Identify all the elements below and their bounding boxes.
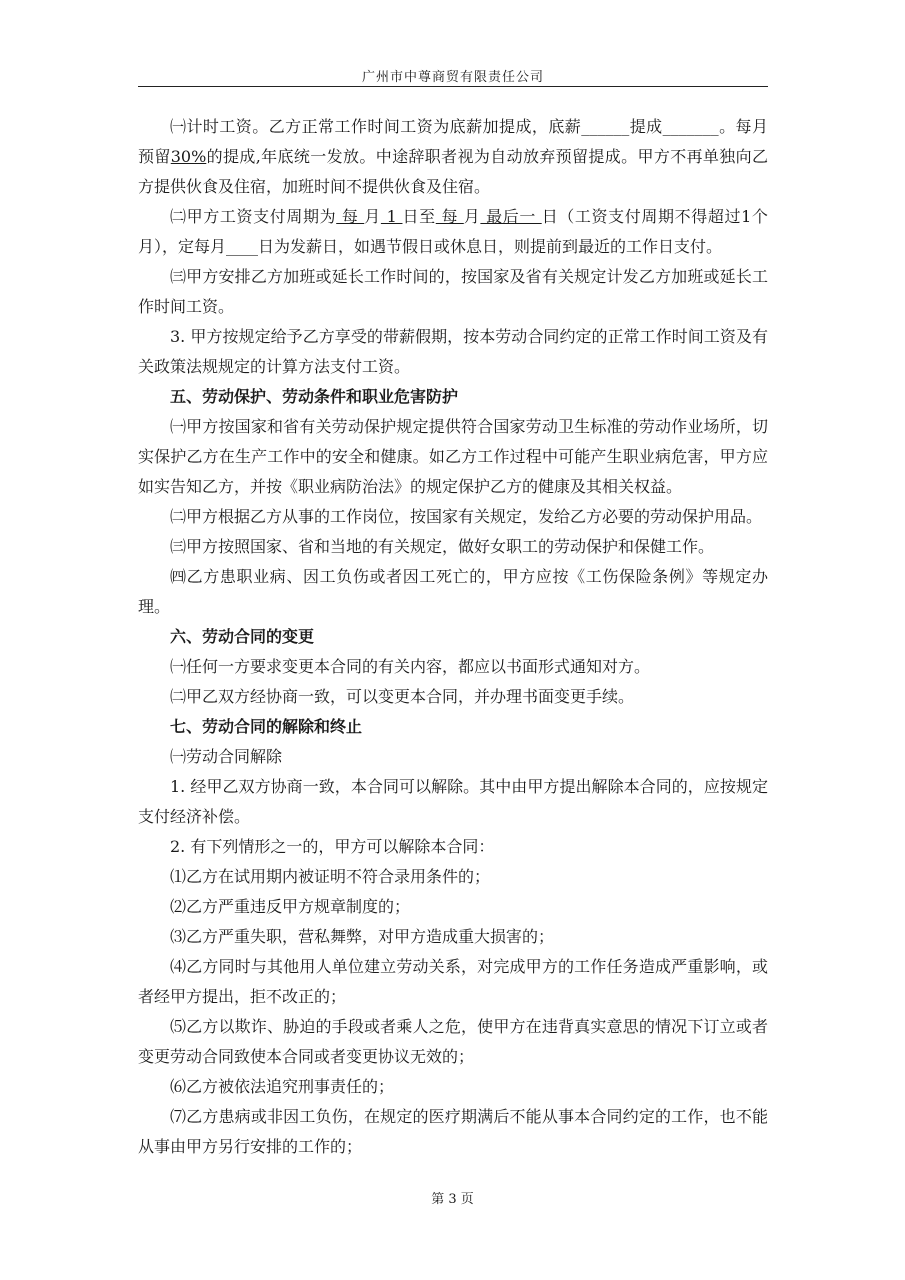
list-item: ⑵乙方严重违反甲方规章制度的； — [170, 897, 411, 916]
text: 的提成,年底统一发放。中途辞职者视为自动放弃预留提成。甲方不再单独向乙方提供伙食及住宿，加班时间不提供伙食及住宿。 — [138, 147, 768, 196]
field-cycle-end-day: 最后一 — [480, 207, 542, 226]
field-cycle-start-day: 1 — [380, 207, 403, 226]
text: 月 — [364, 207, 381, 226]
page-number: 第 3 页 — [431, 1192, 474, 1207]
list-item: ⑴乙方在试用期内被证明不符合录用条件的； — [170, 867, 491, 886]
text: 日为发薪日，如遇节假日或休息日，则提前到最近的工作日支付。 — [258, 237, 723, 256]
paragraph-6-1: ㈠任何一方要求变更本合同的有关内容，都应以书面形式通知对方。 — [170, 657, 651, 676]
paragraph-overtime: ㈢甲方安排乙方加班或延长工作时间的，按国家及省有关规定计发乙方加班或延长工作时间工资。 — [138, 267, 768, 316]
section-heading-7: 七、劳动合同的解除和终止 — [170, 717, 363, 736]
blank-commission: _______ — [662, 117, 719, 136]
paragraph-7-3: 2. 有下列情形之一的，甲方可以解除本合同： — [170, 837, 495, 856]
text: ㈡甲方工资支付周期为 — [170, 207, 337, 226]
paragraph-5-3: ㈢甲方按照国家、省和当地的有关规定，做好女职工的劳动保护和保健工作。 — [170, 537, 715, 556]
paragraph-paid-leave: 3. 甲方按规定给予乙方享受的带薪假期，按本劳动合同约定的正常工作时间工资及有关政策法规规定的计算方法支付工资。 — [138, 327, 768, 376]
list-item: ⑹乙方被依法追究刑事责任的； — [170, 1077, 395, 1096]
field-cycle-start-month: 每 — [336, 207, 365, 226]
text: 日至 — [402, 207, 436, 226]
paragraph-7-2: 1. 经甲乙双方协商一致，本合同可以解除。其中由甲方提出解除本合同的，应按规定支付经济补偿。 — [138, 777, 768, 826]
paragraph-pay-cycle — [138, 202, 768, 262]
header-rule — [138, 86, 768, 87]
text: 日（工资支付周期不得超过1个月），定每月 — [138, 207, 768, 256]
paragraph-hourly-wage — [138, 112, 768, 202]
list-item: ⑸乙方以欺诈、胁迫的手段或者乘人之危，使甲方在违背真实意思的情况下订立或者变更劳动合同致使本合同或者变更协议无效的； — [138, 1017, 768, 1066]
paragraph-5-1: ㈠甲方按国家和省有关劳动保护规定提供符合国家劳动卫生标准的劳动作业场所，切实保护乙方在生产工作中的安全和健康。如乙方工作过程中可能产生职业病危害，甲方应如实告知乙方，并按《职业病防治法》的规定保护乙方的健康及其相关权益。 — [138, 417, 768, 496]
paragraph-5-2: ㈡甲方根据乙方从事的工作岗位，按国家有关规定，发给乙方必要的劳动保护用品。 — [170, 507, 763, 526]
section-heading-5: 五、劳动保护、劳动条件和职业危害防护 — [170, 387, 459, 406]
reserve-percentage: 30% — [170, 147, 207, 166]
list-item: ⑶乙方严重失职，营私舞弊，对甲方造成重大损害的； — [170, 927, 555, 946]
text: 提成 — [629, 117, 663, 136]
page-header: 广州市中尊商贸有限责任公司 — [361, 70, 544, 85]
paragraph-5-4: ㈣乙方患职业病、因工负伤或者因工死亡的，甲方应按《工伤保险条例》等规定办理。 — [138, 567, 768, 616]
blank-payday: ____ — [226, 237, 259, 256]
paragraph-7-1: ㈠劳动合同解除 — [170, 747, 283, 766]
field-cycle-end-month: 每 — [435, 207, 464, 226]
document-body — [138, 112, 768, 1162]
paragraph-6-2: ㈡甲乙双方经协商一致，可以变更本合同，并办理书面变更手续。 — [170, 687, 635, 706]
blank-base-salary: ______ — [581, 117, 630, 136]
text: 。每月预留 — [138, 117, 768, 166]
list-item: ⑷乙方同时与其他用人单位建立劳动关系，对完成甲方的工作任务造成严重影响，或者经甲方提出，拒不改正的； — [138, 957, 768, 1006]
section-heading-6: 六、劳动合同的变更 — [170, 627, 315, 646]
text: ㈠计时工资。乙方正常工作时间工资为底薪加提成，底薪 — [170, 117, 582, 136]
text: 月 — [463, 207, 481, 226]
list-item: ⑺乙方患病或非因工负伤，在规定的医疗期满后不能从事本合同约定的工作，也不能从事由甲方另行安排的工作的； — [138, 1107, 768, 1156]
